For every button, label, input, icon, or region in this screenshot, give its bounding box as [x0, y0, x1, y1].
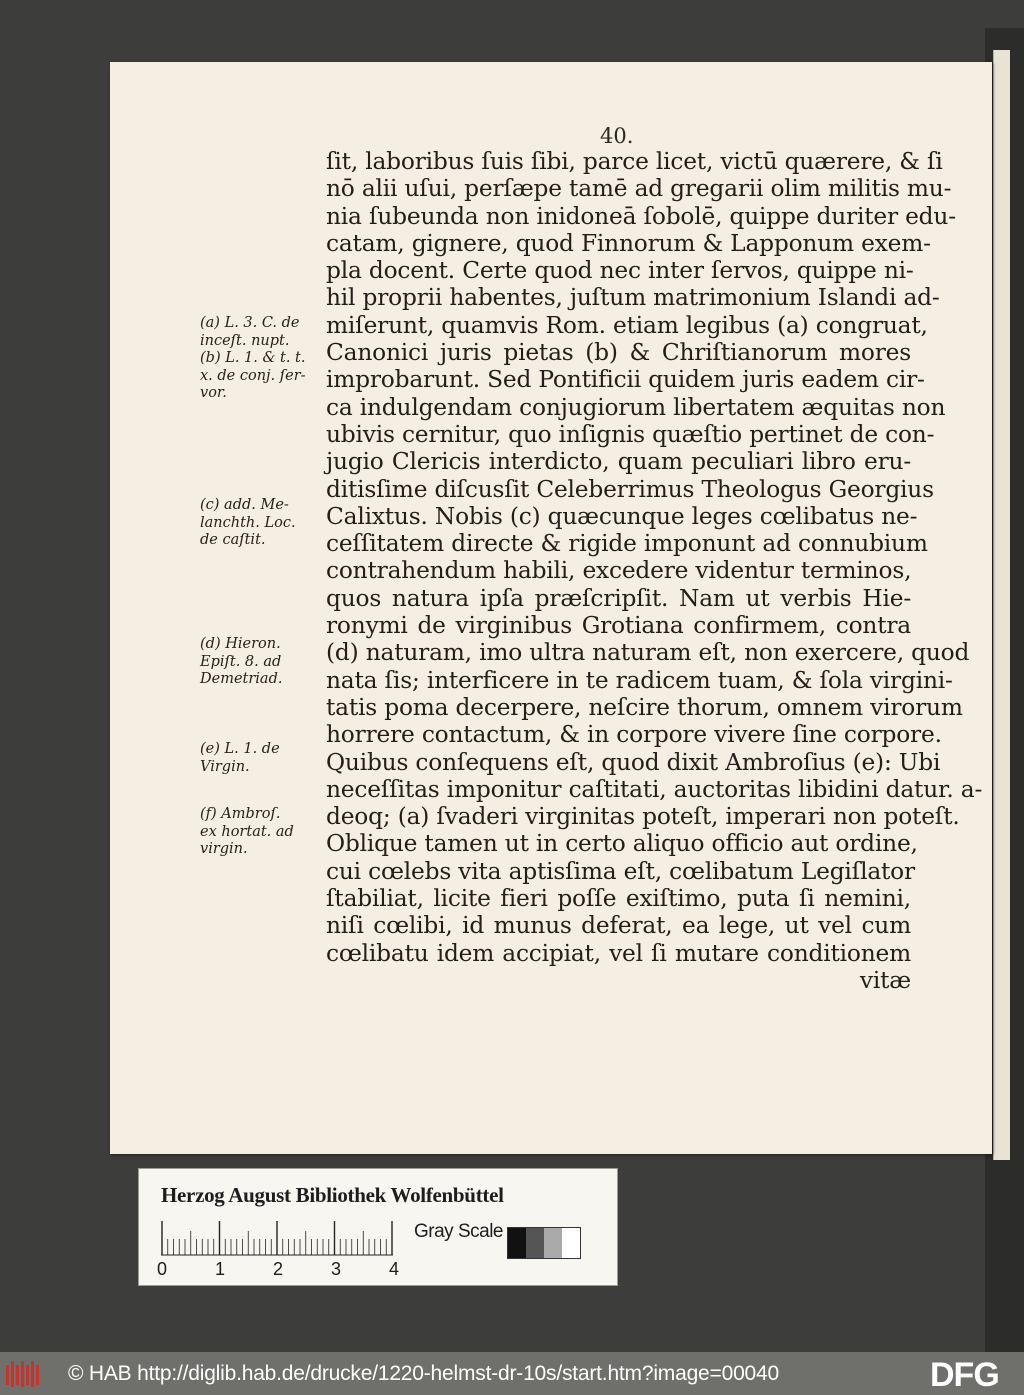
margin-note-d: [200, 636, 324, 689]
margin-note-line: lanchth. Loc.: [200, 514, 296, 531]
text-line: cui cœlebs vita aptisſima eſt, cœlibatum Legiſlator: [326, 857, 915, 885]
adjacent-page-edge: [993, 50, 1010, 1160]
text-line: niſi cœlibi, id munus deferat, ea lege, ut vel cum: [326, 912, 911, 940]
library-name: Herzog August Bibliothek Wolfenbüttel: [161, 1183, 504, 1207]
text-line: hil proprii habentes, juſtum matrimonium Islandi ad-: [326, 284, 940, 312]
text-line: catam, gignere, quod Finnorum & Lapponum exem-: [326, 229, 931, 257]
margin-note-line: ex hortat. ad: [200, 823, 294, 840]
text-line: nia ſubeunda non inidoneā ſobolē, quippe duriter edu-: [326, 202, 956, 230]
text-line: (d) naturam, imo ultra naturam eſt, non exercere, quod: [326, 639, 970, 667]
margin-note-line: (e) L. 1. de: [200, 741, 280, 757]
gray-swatch-black: [508, 1228, 526, 1258]
text-line: pla docent. Certe quod nec inter ſervos, quippe ni-: [326, 257, 914, 285]
margin-note-line: vor.: [200, 385, 227, 401]
text-line: Quibus conſequens eſt, quod dixit Ambroſius (e): Ubi: [326, 748, 941, 776]
text-line: cœlibatu idem accipiat, vel ſi mutare conditionem: [326, 939, 911, 967]
gray-swatch-light: [544, 1228, 562, 1258]
gray-swatch-white: [562, 1228, 580, 1258]
gray-swatch-dark: [526, 1228, 544, 1258]
margin-note-line: Virgin.: [200, 758, 250, 775]
gray-scale-label: Gray Scale: [414, 1221, 503, 1242]
margin-note-f: [200, 806, 324, 859]
text-line: deoq; (a) ſvaderi virginitas poteſt, imperari non poteſt.: [326, 803, 960, 831]
body-text: [326, 148, 983, 994]
margin-note-line: x. de conj. ſer-: [200, 367, 306, 384]
text-line: ſtabiliat, licite fieri poſſe exiſtimo, puta ſi nemini,: [326, 885, 911, 913]
text-line: Oblique tamen ut in certo aliquo officio aut ordine,: [326, 830, 918, 858]
ruler-number: 2: [273, 1259, 284, 1279]
text-line: ceſſitatem directe & rigide imponunt ad connubium: [326, 530, 928, 558]
text-line: neceſſitas imponitur caſtitati, auctoritas libidini datur. a-: [326, 775, 983, 803]
margin-note-line: Demetriad.: [200, 671, 283, 687]
text-line: vitæ: [859, 966, 911, 994]
footer-url-link[interactable]: © HAB http://diglib.hab.de/drucke/1220-helmst-dr-10s/start.htm?image=00040: [68, 1362, 779, 1385]
hab-logo-icon: [6, 1361, 46, 1387]
text-line: nata ſis; interficere in te radicem tuam, & ſola virgini-: [326, 666, 953, 694]
text-line: Canonici juris pietas (b) & Chriſtianorum mores: [326, 339, 911, 367]
text-line: ronymi de virginibus Grotiana confirmem, contra: [326, 612, 911, 640]
text-line: jugio Clericis interdicto, quam peculiari libro eru-: [326, 448, 911, 476]
text-line: quos natura ipſa præſcripſit. Nam ut verbis Hie-: [326, 584, 911, 612]
text-line: ditisſime diſcusſit Celeberrimus Theologus Georgius: [326, 475, 934, 503]
margin-note-a-b: [200, 315, 324, 403]
margin-note-line: (d) Hieron.: [200, 636, 281, 652]
text-line: miſerunt, quamvis Rom. etiam legibus (a) congruat,: [326, 311, 928, 339]
ruler-number: 1: [215, 1259, 226, 1279]
dfg-logo: DFG: [930, 1356, 999, 1394]
page-number: 40.: [600, 124, 634, 148]
margin-note-line: virgin.: [200, 841, 248, 857]
margin-note-c: [200, 497, 324, 550]
text-line: ca indulgendam conjugiorum libertatem æquitas non: [326, 393, 946, 421]
margin-note-line: (a) L. 3. C. de: [200, 315, 300, 331]
margin-note-line: (c) add. Me-: [200, 497, 289, 513]
text-line: horrere contactum, & in corpore vivere ſine corpore.: [326, 721, 942, 749]
text-line: improbarunt. Sed Pontificii quidem juris eadem cir-: [326, 366, 925, 394]
text-line: ubivis cernitur, quo inſignis quæſtio pertinet de con-: [326, 420, 935, 448]
ruler-scale: [161, 1221, 393, 1257]
margin-note-line: (b) L. 1. & t. t.: [200, 350, 306, 366]
margin-note-line: Epiſt. 8. ad: [200, 653, 282, 670]
gray-scale-swatches: [507, 1227, 581, 1259]
margin-note-line: inceſt. nupt.: [200, 332, 290, 349]
margin-note-line: (f) Ambroſ.: [200, 806, 281, 822]
text-line: contrahendum habili, excedere videntur terminos,: [326, 557, 912, 585]
library-label: [138, 1168, 618, 1286]
text-line: ſit, laboribus ſuis ſibi, parce licet, victū quærere, & ſi: [326, 148, 943, 175]
text-line: nō alii uſui, perſæpe tamē ad gregarii olim militis mu-: [326, 175, 952, 203]
margin-note-line: de caſtit.: [200, 532, 266, 548]
ruler-number: 3: [331, 1259, 342, 1279]
ruler-number: 4: [389, 1259, 400, 1279]
text-line: tatis poma decerpere, neſcire thorum, omnem virorum: [326, 693, 963, 721]
text-line: Calixtus. Nobis (c) quæcunque leges cœlibatus ne-: [326, 502, 918, 530]
margin-note-e: [200, 741, 324, 776]
footer-bar: [0, 1352, 1024, 1395]
ruler-number: 0: [157, 1259, 168, 1279]
